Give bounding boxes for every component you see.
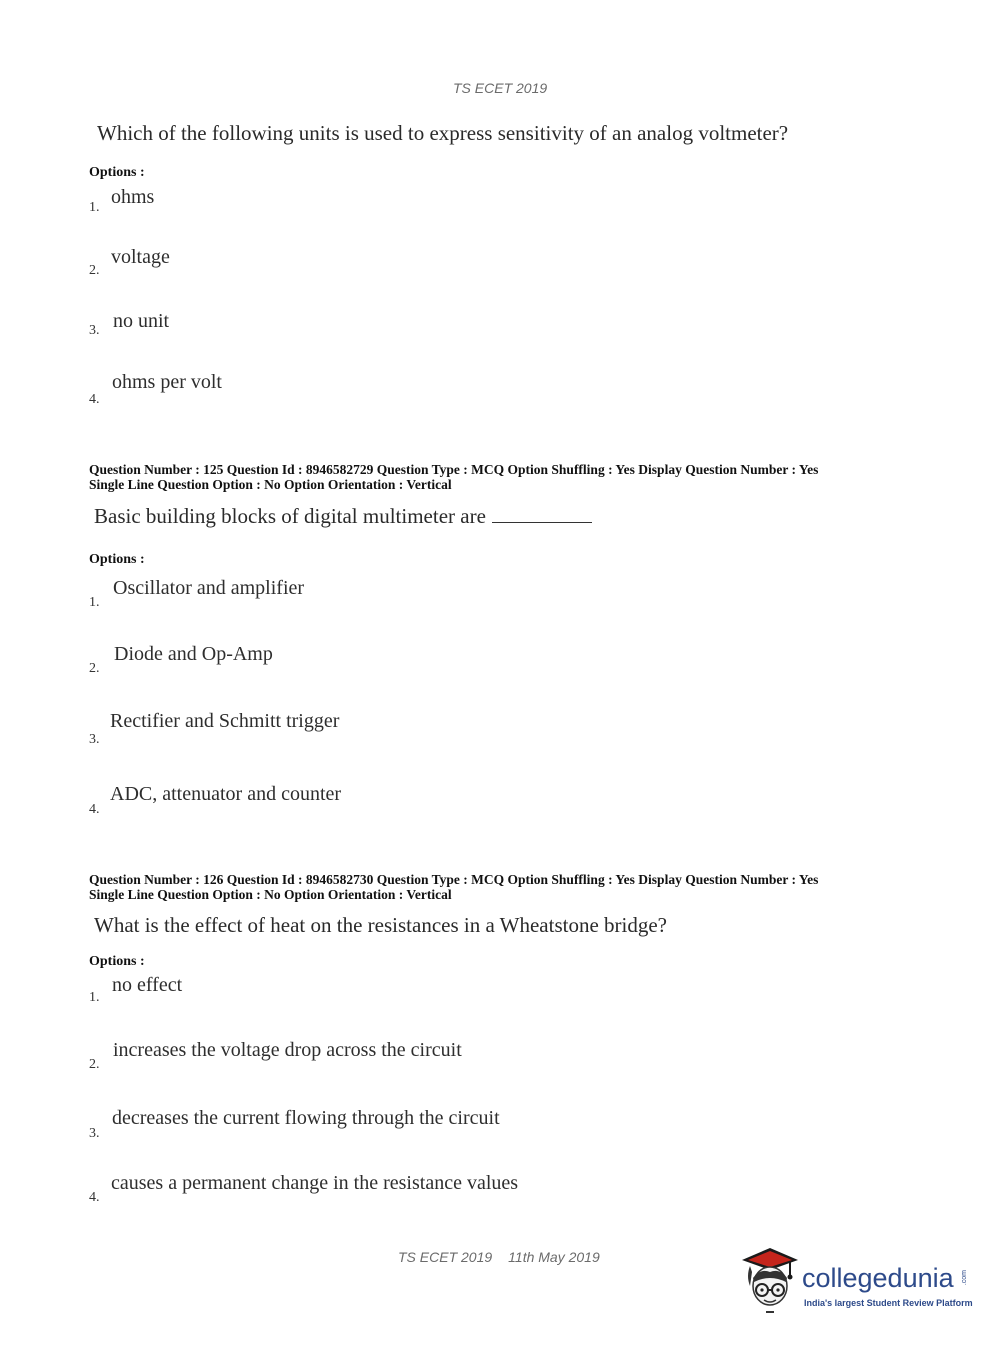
question-meta-line2: Single Line Question Option : No Option Orientation : Vertical (89, 477, 452, 492)
option-text: ohms (111, 186, 155, 208)
footer-date: 11th May 2019 (508, 1249, 600, 1265)
option-text: Diode and Op-Amp (114, 643, 273, 665)
page-footer (398, 1249, 600, 1265)
option-number: 4. (89, 1190, 100, 1205)
option-number: 2. (89, 263, 100, 278)
option-number: 3. (89, 732, 100, 747)
collegedunia-mascot-icon (740, 1246, 800, 1318)
logo-brand: collegedunia (802, 1263, 954, 1293)
option-text: increases the voltage drop across the circuit (113, 1039, 462, 1061)
question-meta (89, 872, 818, 902)
question-meta-line1: Question Number : 126 Question Id : 8946582730 Question Type : MCQ Option Shuffling : Yes Display Question Number : Yes (89, 872, 819, 887)
options-label: Options : (89, 552, 145, 567)
option-number: 1. (89, 990, 100, 1005)
question-meta-line1: Question Number : 125 Question Id : 8946582729 Question Type : MCQ Option Shuffling : Yes Display Question Number : Yes (89, 462, 819, 477)
option-text: voltage (111, 246, 170, 268)
option-text: decreases the current flowing through the circuit (112, 1107, 500, 1129)
option-text: Oscillator and amplifier (113, 577, 305, 599)
option-number: 2. (89, 1057, 100, 1072)
question-text (94, 504, 592, 529)
question-text-content: Basic building blocks of digital multimeter are (94, 504, 486, 528)
options-label: Options : (89, 165, 145, 180)
question-text: Which of the following units is used to express sensitivity of an analog voltmeter? (97, 121, 789, 145)
question-meta-line2: Single Line Question Option : No Option Orientation : Vertical (89, 887, 452, 902)
option-number: 1. (89, 595, 100, 610)
options-label: Options : (89, 954, 145, 969)
question-text: What is the effect of heat on the resistances in a Wheatstone bridge? (94, 913, 667, 937)
answer-blank (492, 506, 592, 523)
option-text: Rectifier and Schmitt trigger (110, 710, 340, 732)
option-text: ADC, attenuator and counter (110, 783, 342, 805)
option-text: causes a permanent change in the resistance values (111, 1172, 519, 1194)
question-meta (89, 462, 818, 492)
option-text: ohms per volt (112, 371, 222, 393)
footer-exam: TS ECET 2019 (398, 1249, 493, 1265)
option-number: 3. (89, 1126, 100, 1141)
option-number: 4. (89, 802, 100, 817)
option-number: 2. (89, 661, 100, 676)
logo-tagline: India's largest Student Review Platform (804, 1298, 973, 1308)
option-text: no effect (112, 974, 183, 996)
option-number: 1. (89, 200, 100, 215)
logo-suffix: .com (961, 1270, 968, 1286)
page-header: TS ECET 2019 (453, 80, 548, 96)
option-text: no unit (113, 310, 170, 332)
option-number: 4. (89, 392, 100, 407)
option-number: 3. (89, 323, 100, 338)
